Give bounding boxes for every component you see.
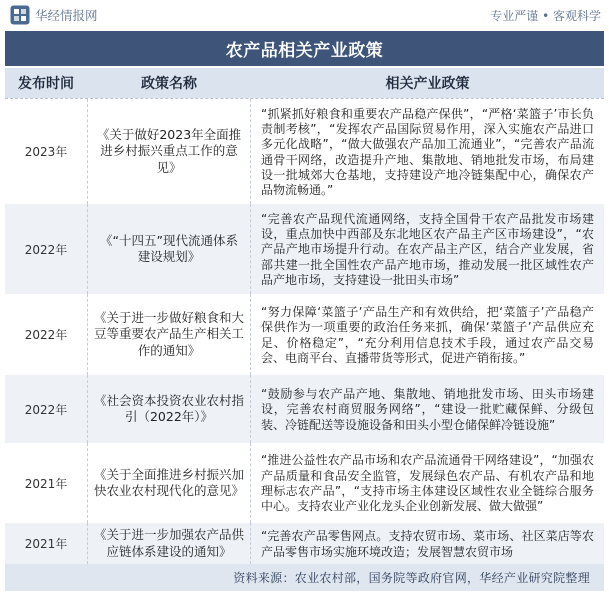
row-date: 2022年 xyxy=(24,402,68,417)
row-date: 2023年 xyxy=(24,145,68,159)
row-policy-name: 《社会资本投资农业农村指引（2022年）》 xyxy=(87,375,251,443)
brand-logo-icon xyxy=(10,5,30,25)
row-policy-content-text: “抓紧抓好粮食和重要农产品稳产保供”，“严格‘菜篮子’市长负责制考核”，“发挥农产品国际贸易作用，深入实施农产品进口多元化战略”，“做大做强农产品加工流通业”，“完善农产品流通骨干网络，改造提升产地、集散地、销地批发市场，布局建设一批城郊大仓基地，支持建设产地冷链集配中心，确保农产品物流畅通。” xyxy=(261,106,594,198)
row-policy-name: 《关于进一步做好粮食和大豆等重要农产品生产相关工作的通知》 xyxy=(87,294,251,375)
table-row xyxy=(5,294,604,375)
row-policy-name: 《关于全面推进乡村振兴加快农业农村现代化的意见》 xyxy=(87,443,251,523)
row-policy-content xyxy=(251,204,604,294)
row-policy-content-text: “完善农产品零售网点。支持农贸市场、菜市场、社区菜店等农产品零售市场实施环境改造；发展智慧农贸市场 xyxy=(261,529,594,559)
source-footer xyxy=(5,564,604,591)
row-policy-content-text: “鼓励参与农产品产地、集散地、销地批发市场、田头市场建设，完善农村商贸服务网络”，“建设一批贮藏保鲜、分级包装、冷链配送等设施设备和田头小型仓储保鲜冷链设施” xyxy=(261,387,594,432)
header-policy-name: 政策名称 xyxy=(141,76,197,92)
header-date: 发布时间 xyxy=(18,76,74,92)
table-row xyxy=(5,375,604,443)
table-title-bar xyxy=(5,31,604,66)
row-policy-name: 《关于进一步加强农产品供应链体系建设的通知》 xyxy=(87,523,251,564)
row-policy-content xyxy=(251,294,604,375)
top-bar xyxy=(0,0,609,30)
row-policy-name: 《“十四五”现代流通体系建设规划》 xyxy=(87,204,251,294)
row-date: 2022年 xyxy=(24,242,68,257)
header-policy-content: 相关产业政策 xyxy=(385,76,470,92)
row-policy-content xyxy=(251,375,604,443)
row-policy-content-text: “努力保障‘菜篮子’产品生产和有效供给，把‘菜篮子’产品稳产保供作为一项重要的政治任务来抓，确保‘菜篮子’产品供应充足、价格稳定”，“充分利用信息技术手段，通过农产品交易会、电商平台、直播带货等形式，促进产销衔接。” xyxy=(261,304,594,365)
table-row xyxy=(5,98,604,204)
table-header xyxy=(5,68,604,98)
table-row xyxy=(5,523,604,564)
brand xyxy=(10,5,98,25)
row-policy-content-text: “推进公益性农产品市场和农产品流通骨干网络建设”，“加强农产品质量和食品安全监管，发展绿色农产品、有机农产品和地理标志农产品”，“支持市场主体建设区域性农业全链综合服务中心。支持农业产业化龙头企业创新发展、做大做强” xyxy=(261,453,594,514)
row-policy-content-text: “完善农产品现代流通网络，支持全国骨干农产品批发市场建设，重点加快中西部及东北地区农产品主产区市场建设”，“农产品产地市场提升行动。在农产品主产区，结合产业发展，省部共建一批全国性农产品产地市场，推动发展一批区域性农产品产地市场，支持建设一批田头市场” xyxy=(261,211,594,287)
row-date: 2021年 xyxy=(24,537,68,551)
row-policy-content xyxy=(251,99,604,204)
table-row xyxy=(5,443,604,523)
brand-slogan: 专业严谨 • 客观科学 xyxy=(490,8,601,23)
row-policy-content xyxy=(251,523,604,564)
policy-table-body xyxy=(5,98,604,564)
brand-name: 华经情报网 xyxy=(35,8,98,23)
table-title: 农产品相关产业政策 xyxy=(225,41,384,61)
source-text: 农业农村部，国务院等政府官网，华经产业研究院整理 xyxy=(294,571,590,585)
row-policy-name: 《关于做好2023年全面推进乡村振兴重点工作的意见》 xyxy=(87,99,251,204)
row-date: 2022年 xyxy=(24,328,68,342)
table-row xyxy=(5,204,604,294)
row-policy-content xyxy=(251,443,604,523)
row-date: 2021年 xyxy=(24,476,68,491)
source-label: 资料来源： xyxy=(233,571,295,585)
